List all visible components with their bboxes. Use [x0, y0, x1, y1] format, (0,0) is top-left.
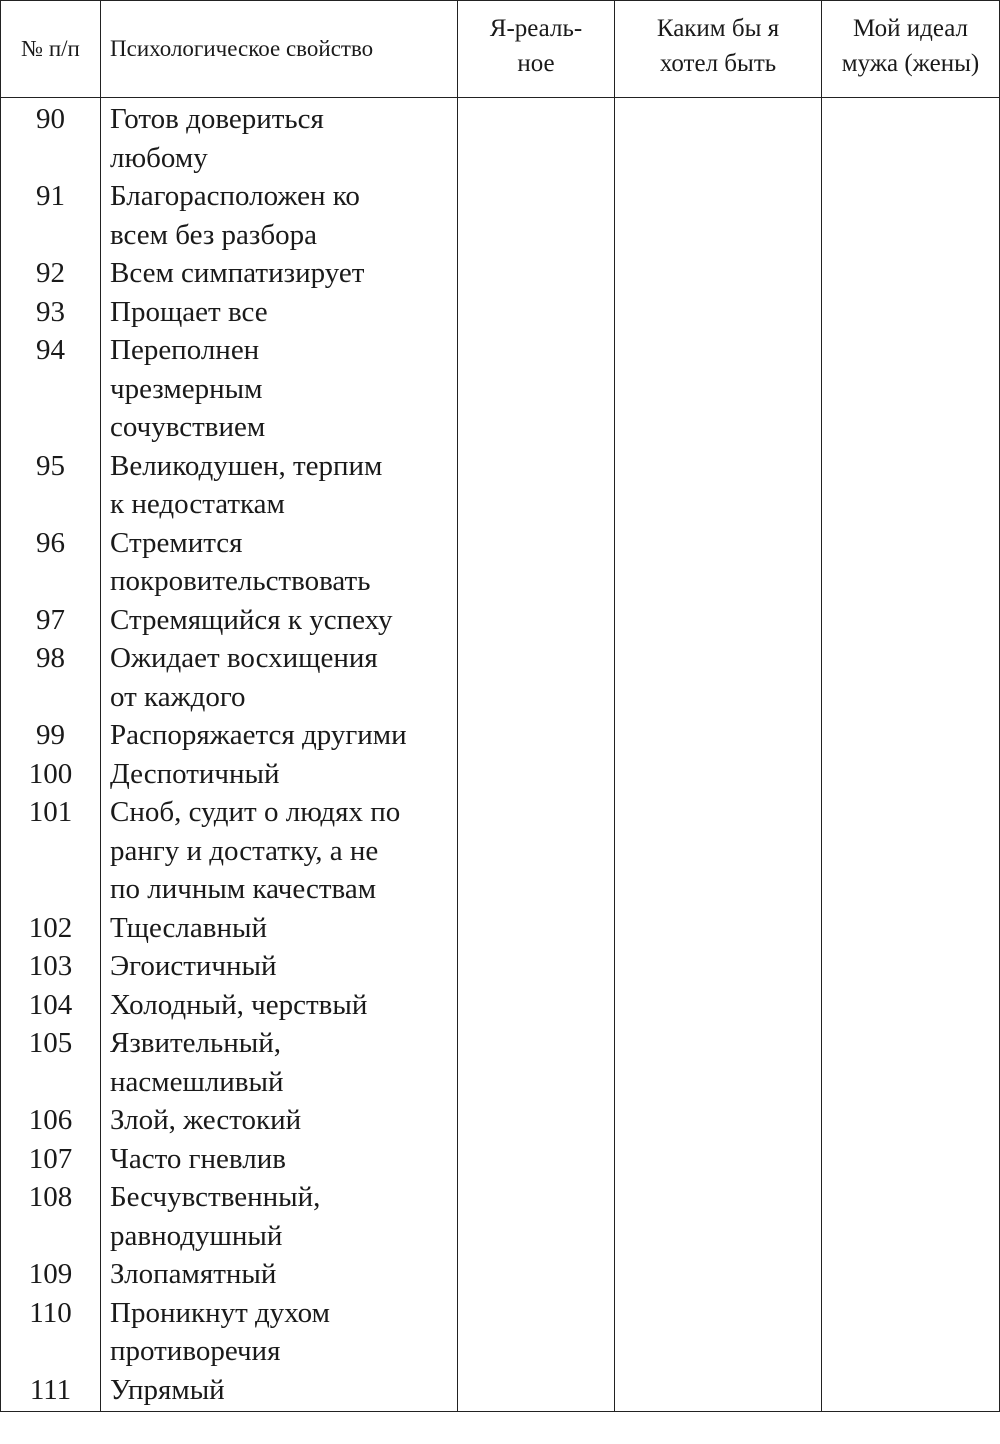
header-number: № п/п — [1, 1, 101, 98]
property-text-line: Упрямый — [110, 1373, 225, 1406]
cell-self-desired[interactable] — [615, 639, 822, 716]
property-text-line: покровительствовать — [110, 565, 371, 597]
cell-self-desired[interactable] — [615, 331, 822, 447]
property-text-line: Сноб, судит о людях по — [110, 796, 401, 828]
table-row — [1, 1178, 1000, 1255]
cell-self-real[interactable] — [458, 1024, 615, 1101]
row-property — [101, 947, 458, 986]
property-text-line: равнодушный — [110, 1219, 283, 1252]
property-text-line: Всем симпатизирует — [110, 257, 365, 289]
property-text-line: Распоряжается другими — [110, 719, 407, 751]
table-row — [1, 1140, 1000, 1179]
property-text-line: от каждого — [110, 680, 246, 713]
cell-self-desired[interactable] — [615, 947, 822, 986]
row-property — [101, 254, 458, 293]
header-spouse-ideal-line1: Мой идеал — [852, 15, 969, 42]
cell-self-desired[interactable] — [615, 716, 822, 755]
cell-self-desired[interactable] — [615, 177, 822, 254]
row-number: 101 — [1, 793, 101, 909]
property-text-line: Готов довериться — [110, 103, 324, 135]
row-property — [101, 524, 458, 601]
cell-spouse-ideal[interactable] — [822, 1371, 1000, 1412]
property-text-line: Бесчувственный, — [110, 1181, 321, 1213]
row-number: 100 — [1, 755, 101, 794]
row-number: 94 — [1, 331, 101, 447]
cell-self-desired[interactable] — [615, 447, 822, 524]
cell-spouse-ideal[interactable] — [822, 331, 1000, 447]
property-text-line: противоречия — [110, 1335, 281, 1367]
row-number: 102 — [1, 909, 101, 948]
row-property — [101, 1255, 458, 1294]
cell-spouse-ideal[interactable] — [822, 986, 1000, 1025]
cell-self-desired[interactable] — [615, 1255, 822, 1294]
cell-spouse-ideal[interactable] — [822, 254, 1000, 293]
cell-self-real[interactable] — [458, 947, 615, 986]
cell-self-desired[interactable] — [615, 1178, 822, 1255]
cell-self-desired[interactable] — [615, 1024, 822, 1101]
property-text-line: Ожидает восхищения — [110, 642, 378, 674]
cell-spouse-ideal[interactable] — [822, 447, 1000, 524]
cell-self-desired[interactable] — [615, 1371, 822, 1412]
cell-self-desired[interactable] — [615, 793, 822, 909]
header-self-real-line1: Я-реаль- — [489, 15, 583, 42]
cell-spouse-ideal[interactable] — [822, 524, 1000, 601]
cell-self-desired[interactable] — [615, 293, 822, 332]
cell-self-real[interactable] — [458, 793, 615, 909]
row-property — [101, 909, 458, 948]
cell-self-desired[interactable] — [615, 1294, 822, 1371]
cell-self-real[interactable] — [458, 716, 615, 755]
table-row — [1, 447, 1000, 524]
cell-self-real[interactable] — [458, 1178, 615, 1255]
row-number: 106 — [1, 1101, 101, 1140]
row-property — [101, 447, 458, 524]
cell-self-desired[interactable] — [615, 1140, 822, 1179]
property-text-line: любому — [110, 141, 208, 174]
property-text-line: рангу и достатку, а не — [110, 834, 379, 867]
row-property — [101, 1140, 458, 1179]
cell-self-real[interactable] — [458, 639, 615, 716]
property-text-line: насмешливый — [110, 1065, 284, 1098]
row-number: 96 — [1, 524, 101, 601]
row-number: 104 — [1, 986, 101, 1025]
row-property — [101, 1371, 458, 1412]
cell-self-real[interactable] — [458, 293, 615, 332]
row-number: 99 — [1, 716, 101, 755]
table-row — [1, 1024, 1000, 1101]
cell-self-real[interactable] — [458, 331, 615, 447]
cell-spouse-ideal[interactable] — [822, 1024, 1000, 1101]
row-number: 107 — [1, 1140, 101, 1179]
cell-spouse-ideal[interactable] — [822, 947, 1000, 986]
table-row — [1, 793, 1000, 909]
header-self-desired-line1: Каким бы я — [656, 15, 780, 42]
row-property — [101, 331, 458, 447]
row-number: 93 — [1, 293, 101, 332]
table-row — [1, 909, 1000, 948]
property-text-line: Проникнут духом — [110, 1296, 330, 1329]
property-text-line: по личным качествам — [110, 873, 377, 905]
cell-self-real[interactable] — [458, 1371, 615, 1412]
row-number: 111 — [1, 1371, 101, 1412]
cell-spouse-ideal[interactable] — [822, 639, 1000, 716]
cell-spouse-ideal[interactable] — [822, 98, 1000, 178]
cell-spouse-ideal[interactable] — [822, 1178, 1000, 1255]
header-self-desired-line2: хотел быть — [659, 50, 777, 77]
property-text-line: всем без разбора — [110, 218, 317, 251]
row-number: 108 — [1, 1178, 101, 1255]
header-self-real-line2: ное — [517, 50, 555, 77]
table-row — [1, 986, 1000, 1025]
table-row — [1, 1255, 1000, 1294]
cell-self-desired[interactable] — [615, 98, 822, 178]
table-row — [1, 601, 1000, 640]
table-row — [1, 98, 1000, 178]
cell-spouse-ideal[interactable] — [822, 293, 1000, 332]
row-property — [101, 1024, 458, 1101]
cell-self-desired[interactable] — [615, 755, 822, 794]
row-number: 110 — [1, 1294, 101, 1371]
cell-self-real[interactable] — [458, 909, 615, 948]
cell-self-desired[interactable] — [615, 909, 822, 948]
header-property: Психологическое свойство — [101, 1, 458, 98]
property-text-line: Деспотичный — [110, 757, 280, 790]
row-number: 92 — [1, 254, 101, 293]
table-row — [1, 331, 1000, 447]
property-text-line: к недостаткам — [110, 488, 285, 520]
property-text-line: чрезмерным — [110, 372, 263, 405]
cell-spouse-ideal[interactable] — [822, 716, 1000, 755]
table-body — [1, 98, 1000, 1412]
table-row — [1, 947, 1000, 986]
row-number: 91 — [1, 177, 101, 254]
property-text-line: Злопамятный — [110, 1258, 277, 1290]
property-text-line: Стремящийся к успеху — [110, 603, 393, 636]
cell-self-desired[interactable] — [615, 524, 822, 601]
cell-self-real[interactable] — [458, 986, 615, 1025]
property-text-line: Язвительный, — [110, 1027, 282, 1059]
property-text-line: Великодушен, терпим — [110, 449, 383, 482]
cell-spouse-ideal[interactable] — [822, 793, 1000, 909]
cell-self-real[interactable] — [458, 254, 615, 293]
row-property — [101, 639, 458, 716]
cell-spouse-ideal[interactable] — [822, 909, 1000, 948]
row-property — [101, 1178, 458, 1255]
table-row — [1, 639, 1000, 716]
cell-self-real[interactable] — [458, 1294, 615, 1371]
row-property — [101, 986, 458, 1025]
cell-self-real[interactable] — [458, 524, 615, 601]
cell-self-real[interactable] — [458, 1101, 615, 1140]
table-row — [1, 1294, 1000, 1371]
cell-self-desired[interactable] — [615, 986, 822, 1025]
row-property — [101, 98, 458, 178]
cell-spouse-ideal[interactable] — [822, 601, 1000, 640]
cell-self-desired[interactable] — [615, 1101, 822, 1140]
property-text-line: Прощает все — [110, 295, 268, 328]
cell-spouse-ideal[interactable] — [822, 177, 1000, 254]
property-text-line: Тщеславный — [110, 911, 267, 944]
row-property — [101, 1101, 458, 1140]
table-row — [1, 1101, 1000, 1140]
property-text-line: Злой, жестокий — [110, 1104, 302, 1136]
cell-self-desired[interactable] — [615, 254, 822, 293]
row-property — [101, 601, 458, 640]
property-text-line: Благорасположен ко — [110, 180, 360, 212]
row-number: 105 — [1, 1024, 101, 1101]
table-row — [1, 293, 1000, 332]
cell-self-real[interactable] — [458, 601, 615, 640]
row-number: 90 — [1, 98, 101, 178]
cell-spouse-ideal[interactable] — [822, 1255, 1000, 1294]
row-property — [101, 755, 458, 794]
table-row — [1, 177, 1000, 254]
property-text-line: Стремится — [110, 526, 243, 559]
row-number: 103 — [1, 947, 101, 986]
row-property — [101, 1294, 458, 1371]
row-property — [101, 177, 458, 254]
table-row — [1, 524, 1000, 601]
row-number: 97 — [1, 601, 101, 640]
property-text-line: Холодный, черствый — [110, 988, 368, 1021]
row-property — [101, 716, 458, 755]
cell-spouse-ideal[interactable] — [822, 755, 1000, 794]
row-number: 95 — [1, 447, 101, 524]
table-row — [1, 716, 1000, 755]
property-text-line: Переполнен — [110, 334, 260, 366]
cell-spouse-ideal[interactable] — [822, 1140, 1000, 1179]
row-number: 98 — [1, 639, 101, 716]
property-text-line: сочувствием — [110, 411, 266, 443]
cell-self-real[interactable] — [458, 1140, 615, 1179]
header-spouse-ideal-line2: мужа (жены) — [841, 50, 980, 77]
cell-self-real[interactable] — [458, 98, 615, 178]
cell-self-real[interactable] — [458, 755, 615, 794]
cell-spouse-ideal[interactable] — [822, 1294, 1000, 1371]
row-number: 109 — [1, 1255, 101, 1294]
table-row — [1, 1371, 1000, 1412]
header-self-real — [458, 1, 615, 98]
cell-self-real[interactable] — [458, 447, 615, 524]
header-spouse-ideal — [822, 1, 1000, 98]
row-property — [101, 293, 458, 332]
table-header-row — [1, 1, 1000, 98]
row-property — [101, 793, 458, 909]
cell-self-desired[interactable] — [615, 601, 822, 640]
table-row — [1, 755, 1000, 794]
table-row — [1, 254, 1000, 293]
cell-spouse-ideal[interactable] — [822, 1101, 1000, 1140]
property-text-line: Часто гневлив — [110, 1142, 286, 1175]
header-self-desired — [615, 1, 822, 98]
cell-self-real[interactable] — [458, 1255, 615, 1294]
property-text-line: Эгоистичный — [110, 950, 277, 982]
cell-self-real[interactable] — [458, 177, 615, 254]
